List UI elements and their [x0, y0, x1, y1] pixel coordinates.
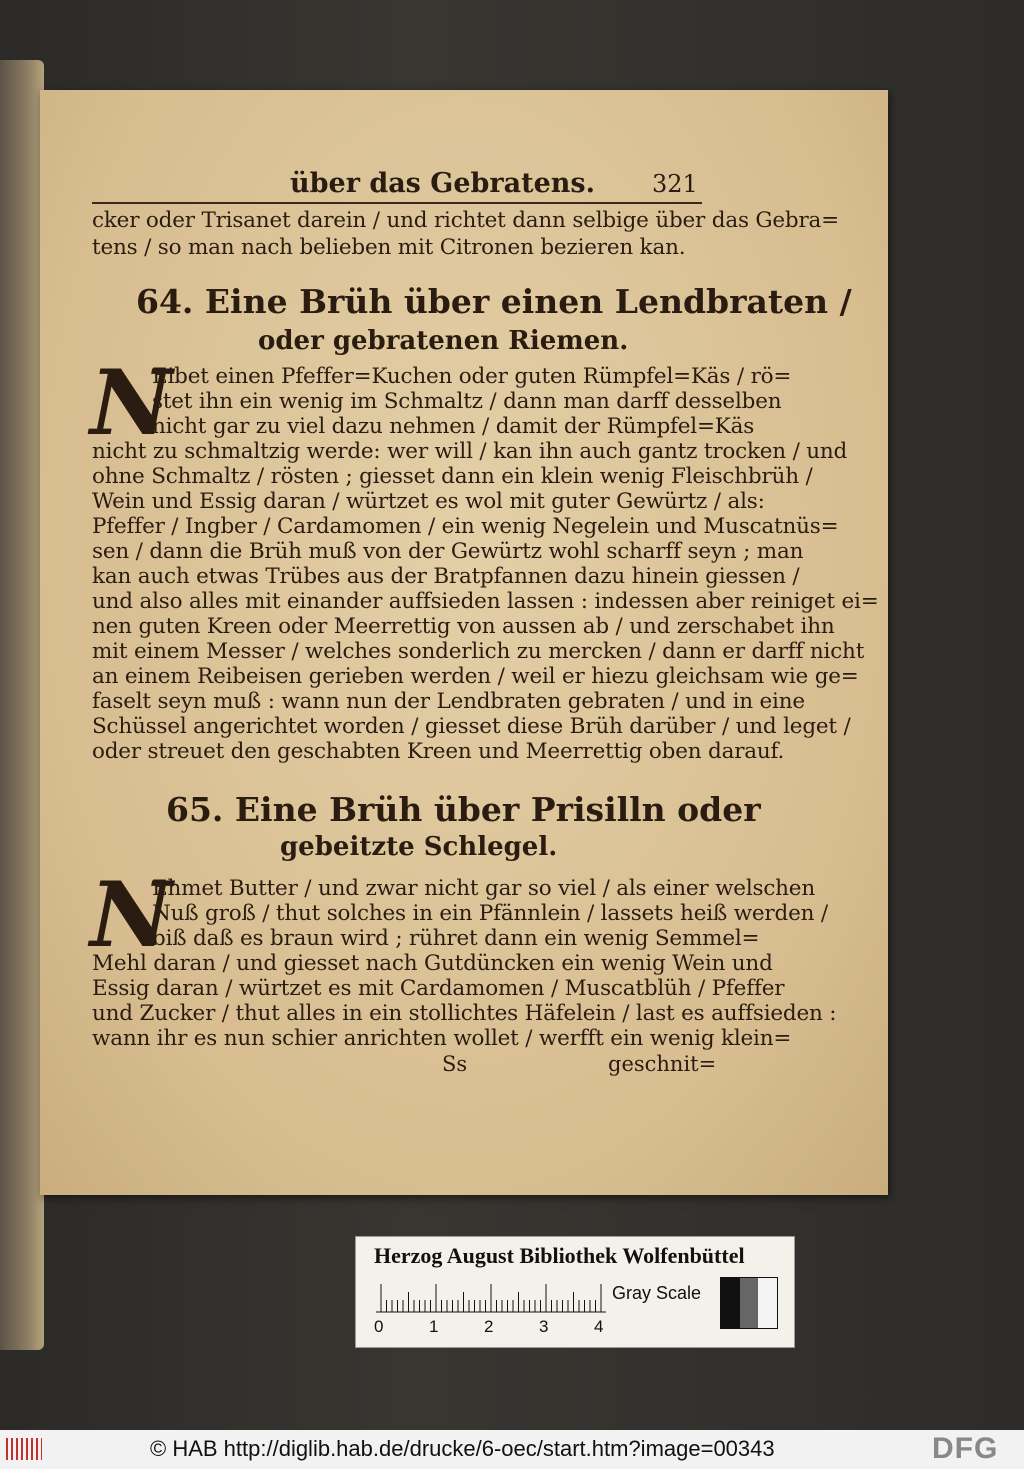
body-line: nen guten Kreen oder Meerrettig von aussen ab / und zerschabet ihn: [92, 614, 835, 639]
body-line: Mehl daran / und giesset nach Gutdüncken ein wenig Wein und: [92, 951, 773, 976]
copyright-url: © HAB http://diglib.hab.de/drucke/6-oec/start.htm?image=00343: [150, 1436, 775, 1461]
recipe-64-subtitle: oder gebratenen Riemen.: [258, 326, 629, 356]
ruler-number: 4: [594, 1317, 604, 1336]
body-line: Eibet einen Pfeffer=Kuchen oder guten Rümpfel=Käs / rö=: [152, 364, 792, 389]
body-line: kan auch etwas Trübes aus der Bratpfannen dazu hinein giessen /: [92, 564, 800, 589]
body-line: biß daß es braun wird ; rühret dann ein wenig Semmel=: [152, 926, 760, 951]
scale-ruler: [376, 1281, 606, 1313]
reference-card: [355, 1236, 795, 1348]
body-line: ohne Schmaltz / rösten ; giesset dann ein klein wenig Fleischbrüh /: [92, 464, 813, 489]
body-line: an einem Reibeisen gerieben werden / weil er hiezu gleichsam wie ge=: [92, 664, 859, 689]
body-line: Schüssel angerichtet worden / giesset diese Brüh darüber / und leget /: [92, 714, 851, 739]
book-page: [40, 90, 888, 1195]
body-line: nicht zu schmaltzig werde: wer will / kan ihn auch gantz trocken / und: [92, 439, 848, 464]
gray-scale-label: Gray Scale: [612, 1283, 702, 1303]
header-rule: [92, 202, 702, 204]
page-number: 321: [652, 170, 698, 198]
recipe-64-title: 64. Eine Brüh über einen Lendbraten /: [136, 282, 852, 321]
library-name: Herzog August Bibliothek Wolfenbüttel: [374, 1243, 745, 1268]
footer-bar: [0, 1430, 1024, 1469]
drop-cap: N: [90, 350, 173, 456]
signature-mark: Ss: [442, 1052, 468, 1076]
body-line: Essig daran / würtzet es mit Cardamomen / Muscatblüh / Pfeffer: [92, 976, 785, 1001]
ruler-number: 2: [484, 1317, 494, 1336]
body-line: faselt seyn muß : wann nun der Lendbraten gebraten / und in eine: [92, 689, 805, 714]
body-line: stet ihn ein wenig im Schmaltz / dann man darff desselben: [152, 389, 782, 414]
drop-cap: N: [90, 862, 173, 968]
body-line: und also alles mit einander auffsieden lassen : indessen aber reiniget ei=: [92, 589, 879, 614]
running-head: über das Gebratens.: [290, 168, 596, 199]
recipe-65-subtitle: gebeitzte Schlegel.: [280, 832, 558, 862]
body-line: Ehmet Butter / und zwar nicht gar so viel / als einer welschen: [152, 876, 815, 901]
body-line: wann ihr es nun schier anrichten wollet / werfft ein wenig klein=: [92, 1026, 792, 1051]
ruler-number: 3: [539, 1317, 549, 1336]
recipe-65-title: 65. Eine Brüh über Prisilln oder: [166, 790, 761, 829]
body-line: und Zucker / thut alles in ein stollichtes Häfelein / last es auffsieden :: [92, 1001, 837, 1026]
gray-scale-swatch: [720, 1277, 778, 1329]
barcode-icon: [6, 1438, 42, 1460]
dfg-logo: DFG: [932, 1432, 999, 1465]
body-line: nicht gar zu viel dazu nehmen / damit der Rümpfel=Käs: [152, 414, 755, 439]
body-line: cker oder Trisanet darein / und richtet dann selbige über das Gebra=: [92, 208, 839, 233]
body-line: mit einem Messer / welches sonderlich zu mercken / dann er darff nicht: [92, 639, 865, 664]
body-line: Pfeffer / Ingber / Cardamomen / ein wenig Negelein und Muscatnüs=: [92, 514, 839, 539]
ruler-number: 0: [374, 1317, 384, 1336]
body-line: oder streuet den geschabten Kreen und Meerrettig oben darauf.: [92, 739, 785, 764]
body-line: Nuß groß / thut solches in ein Pfännlein / lassets heiß werden /: [152, 901, 828, 926]
body-line: sen / dann die Brüh muß von der Gewürtz wohl scharff seyn ; man: [92, 539, 804, 564]
catchword: geschnit=: [608, 1052, 717, 1076]
body-line: tens / so man nach belieben mit Citronen bezieren kan.: [92, 235, 686, 260]
ruler-number: 1: [429, 1317, 439, 1336]
previous-page-edge: [0, 60, 44, 1350]
body-line: Wein und Essig daran / würtzet es wol mit guter Gewürtz / als:: [92, 489, 765, 514]
